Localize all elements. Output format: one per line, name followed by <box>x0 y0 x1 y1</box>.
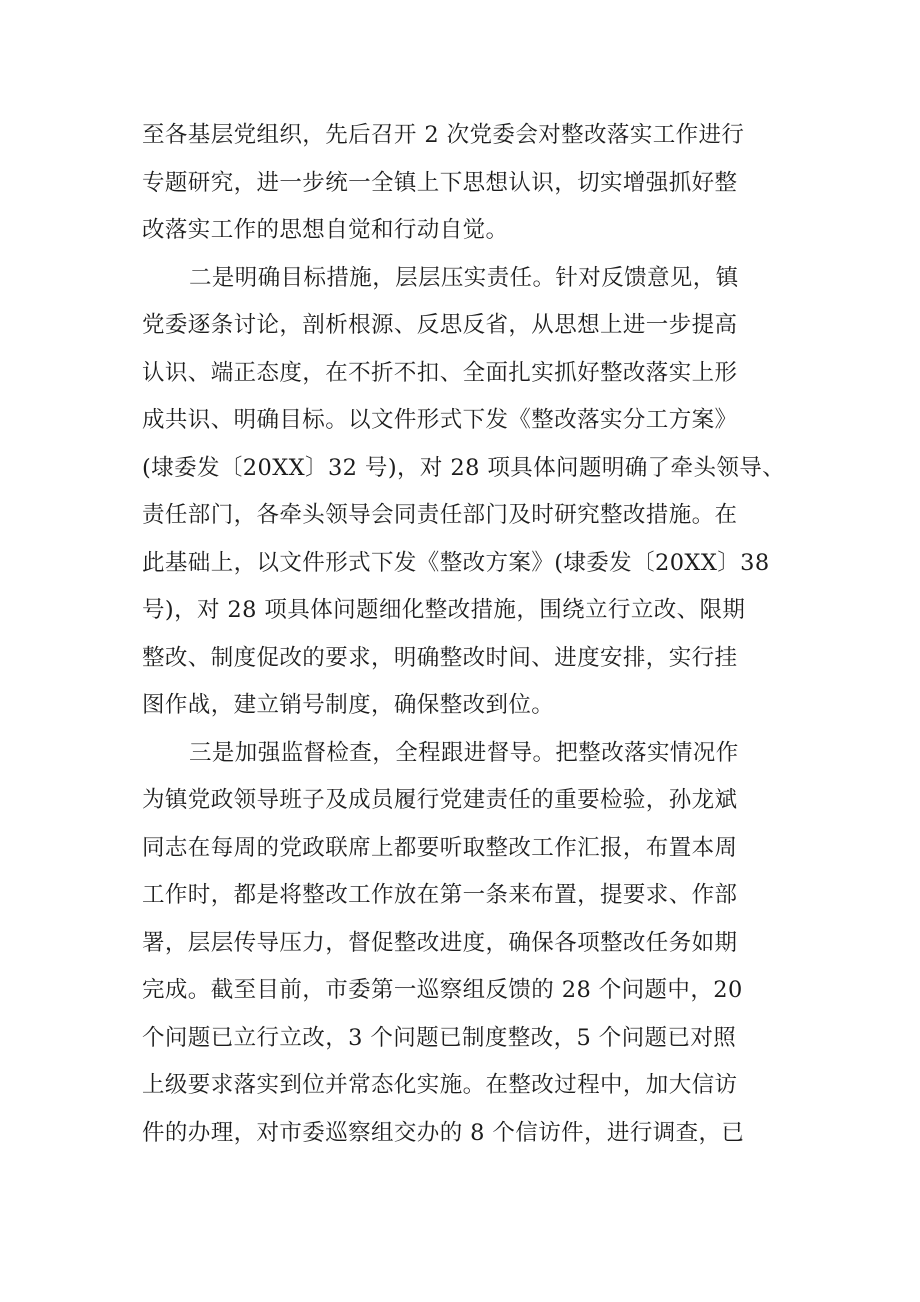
text-line: 个问题已立行立改，3 个问题已制度整改，5 个问题已对照 <box>142 1024 737 1051</box>
text-line: 整改、制度促改的要求，明确整改时间、进度安排，实行挂 <box>142 644 738 671</box>
text-line: 完成。截至目前，市委第一巡察组反馈的 28 个问题中，20 <box>142 977 743 1003</box>
text-line: 认识、端正态度，在不折不扣、全面扎实抓好整改落实上形 <box>142 359 738 386</box>
text-line: 号)，对 28 项具体问题细化整改措施，围绕立行立改、限期 <box>142 597 746 623</box>
paragraph-start-line: 二是明确目标措施，层层压实责任。针对反馈意见，镇 <box>189 264 739 291</box>
text-line: 成共识、明确目标。以文件形式下发《整改落实分工方案》 <box>142 407 738 433</box>
text-line: 同志在每周的党政联席上都要听取整改工作汇报，布置本周 <box>142 834 738 861</box>
text-line: (埭委发〔20XX〕32 号)，对 28 项具体问题明确了牵头领导、 <box>142 454 786 481</box>
text-line: 党委逐条讨论，剖析根源、反思反省，从思想上进一步提高 <box>142 312 738 338</box>
text-line: 为镇党政领导班子及成员履行党建责任的重要检验，孙龙斌 <box>142 787 738 813</box>
text-line: 件的办理，对市委巡察组交办的 8 个信访件，进行调查，已 <box>142 1119 745 1146</box>
text-line: 上级要求落实到位并常态化实施。在整改过程中，加大信访 <box>142 1072 738 1098</box>
text-line: 图作战，建立销号制度，确保整改到位。 <box>142 692 555 718</box>
text-line: 工作时，都是将整改工作放在第一条来布置，提要求、作部 <box>142 882 738 908</box>
text-line: 此基础上，以文件形式下发《整改方案》(埭委发〔20XX〕38 <box>142 549 770 576</box>
paragraph-start-line: 三是加强监督检查，全程跟进督导。把整改落实情况作 <box>189 739 739 766</box>
text-line: 署，层层传导压力，督促整改进度，确保各项整改任务如期 <box>142 929 738 956</box>
text-line: 责任部门，各牵头领导会同责任部门及时研究整改措施。在 <box>142 502 738 528</box>
text-line: 改落实工作的思想自觉和行动自觉。 <box>142 217 509 243</box>
text-line: 专题研究，进一步统一全镇上下思想认识，切实增强抓好整 <box>142 169 738 196</box>
body-text <box>142 112 786 1157</box>
text-line: 至各基层党组织，先后召开 2 次党委会对整改落实工作进行 <box>142 122 745 148</box>
